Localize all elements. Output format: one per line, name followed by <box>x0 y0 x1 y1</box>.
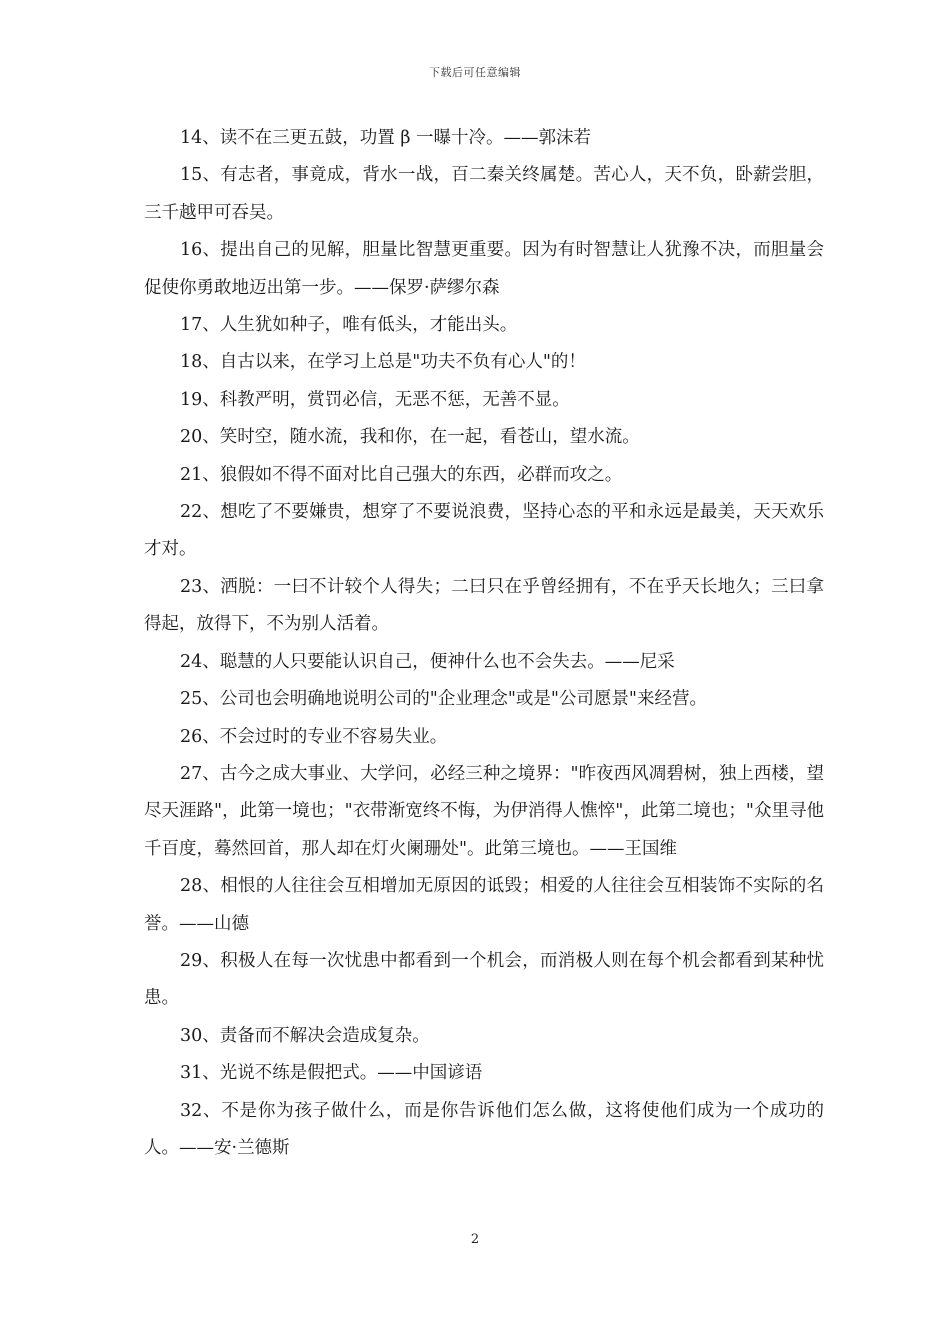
quote-paragraph: 20、笑时空，随水流，我和你，在一起，看苍山，望水流。 <box>180 427 640 448</box>
quote-paragraph: 29、积极人在每一次忧患中都看到一个机会，而消极人则在每个机会都看到某种忧患。 <box>144 950 824 1009</box>
quote-paragraph: 28、相恨的人往往会互相增加无原因的诋毁；相爱的人往往会互相装饰不实际的名誉。——山德 <box>144 876 824 934</box>
quote-paragraph: 27、古今之成大事业、大学问，必经三种之境界："昨夜西风凋碧树，独上西楼，望尽天涯路"，此第一境也；"衣带渐宽终不悔，为伊消得人憔悴"，此第二境也；"众里寻他千百度，蓦然回首，那人却在灯火阑珊处"。此第三境也。——王国维 <box>144 763 824 859</box>
quote-paragraph: 30、责备而不解决会造成复杂。 <box>180 1025 430 1046</box>
quote-paragraph: 15、有志者，事竟成，背水一战，百二秦关终属楚。苦心人，天不负，卧薪尝胆，三千越甲可吞吴。 <box>144 165 824 223</box>
document-body <box>144 120 824 1167</box>
quote-paragraph: 23、洒脱：一曰不计较个人得失；二曰只在乎曾经拥有，不在乎天长地久；三曰拿得起，放得下，不为别人活着。 <box>144 576 824 635</box>
quote-paragraph: 22、想吃了不要嫌贵，想穿了不要说浪费，坚持心态的平和永远是最美，天天欢乐才对。 <box>144 502 824 560</box>
quote-paragraph: 19、科教严明，赏罚必信，无恶不惩，无善不显。 <box>180 389 570 410</box>
quote-paragraph: 24、聪慧的人只要能认识自己，便神什么也不会失去。——尼采 <box>180 651 675 672</box>
quote-paragraph: 21、狼假如不得不面对比自己强大的东西，必群而攻之。 <box>180 464 623 485</box>
quote-paragraph: 31、光说不练是假把式。——中国谚语 <box>180 1063 483 1084</box>
quote-paragraph: 14、读不在三更五鼓，功置 β 一曝十冷。——郭沫若 <box>180 128 592 148</box>
quote-paragraph: 16、提出自己的见解，胆量比智慧更重要。因为有时智慧让人犹豫不决，而胆量会促使你勇敢地迈出第一步。——保罗·萨缪尔森 <box>144 240 824 298</box>
quote-paragraph: 25、公司也会明确地说明公司的"企业理念"或是"公司愿景"来经营。 <box>180 689 707 710</box>
quote-paragraph: 26、不会过时的专业不容易失业。 <box>180 726 448 747</box>
quote-paragraph: 17、人生犹如种子，唯有低头，才能出头。 <box>180 315 518 336</box>
page-header: 下载后可任意编辑 <box>429 66 521 79</box>
page-number: 2 <box>470 1232 480 1247</box>
quote-paragraph: 18、自古以来，在学习上总是"功夫不负有心人"的！ <box>180 352 586 373</box>
quote-paragraph: 32、不是你为孩子做什么，而是你告诉他们怎么做，这将使他们成为一个成功的人。——安·兰德斯 <box>144 1100 824 1158</box>
